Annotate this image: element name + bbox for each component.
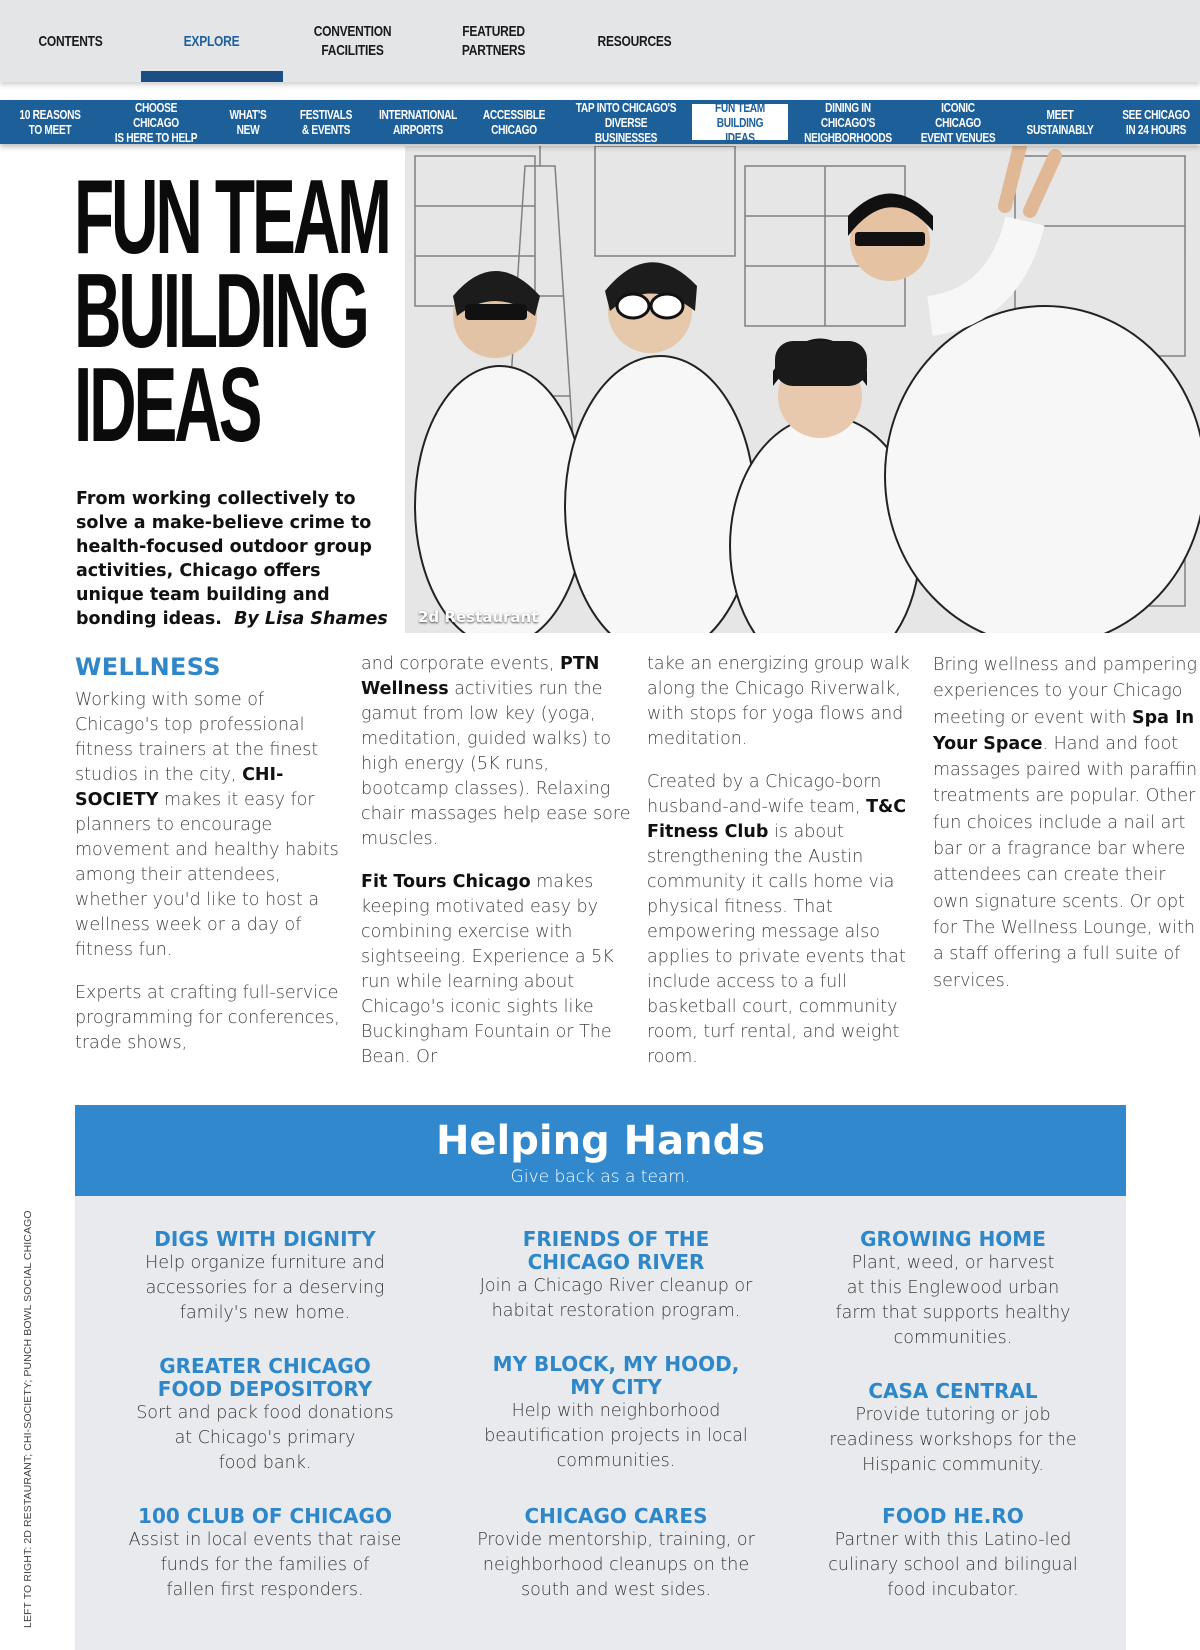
org-name: DIGS WITH DIGNITY	[154, 1227, 376, 1251]
helping-hands-item	[793, 1380, 1113, 1478]
business-name: Spa In Your Space	[933, 707, 1195, 754]
dek-text: From working collectively to solve a make-believe crime to health-focused outdoor group activities, Chicago offers unique team building and bonding ideas.	[76, 489, 372, 629]
org-name: CHICAGO CARES	[524, 1504, 708, 1528]
sub-nav	[0, 100, 1200, 144]
section-heading-wellness: WELLNESS	[75, 653, 221, 681]
helping-hands-item	[105, 1228, 425, 1326]
text-run: activities run the gamut from low key (yoga, meditation, guided walks) to high energy (5K runs, bootcamp classes). Relaxing chair massages help ease sore muscles.	[361, 679, 631, 849]
helping-hands-item	[793, 1228, 1113, 1351]
text-run: Working with some of Chicago's top professional fitness trainers at the finest studios in the city,	[75, 690, 319, 785]
text-run: makes it easy for planners to encourage movement and healthy habits among their attendees, whether you'd like to host a wellness week or a day of fitness fun.	[75, 790, 339, 960]
helping-hands-item	[456, 1228, 776, 1324]
helping-hands-header	[75, 1105, 1126, 1196]
org-name: 100 CLUB OF CHICAGO	[138, 1504, 392, 1528]
org-name: GROWING HOME	[860, 1227, 1046, 1251]
business-name: T&C Fitness Club	[647, 797, 907, 842]
org-description: Provide mentorship, training, or neighborhood cleanups on the south and west sides.	[477, 1530, 755, 1600]
top-nav-resources[interactable]: RESOURCES	[597, 32, 672, 50]
business-name: PTN Wellness	[361, 654, 600, 699]
org-description: Assist in local events that raise funds for the families of fallen first responders.	[128, 1530, 402, 1600]
text-run: Bring wellness and pampering experiences to your Chicago meeting or event with	[933, 655, 1198, 728]
org-name: FRIENDS OF THE CHICAGO RIVER	[522, 1227, 710, 1274]
helping-hands-item	[456, 1353, 776, 1474]
page-title	[74, 158, 389, 464]
article-dek	[76, 487, 388, 631]
body-column-1	[75, 652, 345, 1074]
text-run: makes keeping motivated easy by combining exercise with sightseeing. Experience a 5K run while learning about Chicago's iconic sights like Buckingham Fountain or The Bean. Or	[361, 872, 614, 1067]
org-description: Plant, weed, or harvest at this Englewood urban farm that supports healthy communities.	[835, 1253, 1071, 1348]
body-column-2	[361, 652, 631, 1088]
paragraph: take an energizing group walk along the Chicago Riverwalk, with stops for yoga flows and meditation.	[647, 654, 910, 749]
org-description: Join a Chicago River cleanup or habitat restoration program.	[479, 1276, 753, 1321]
sub-nav-international-airports[interactable]: INTERNATIONAL AIRPORTS	[379, 107, 457, 137]
title-line: IDEAS	[74, 346, 260, 464]
paragraph: Experts at crafting full-service programming for conferences, trade shows,	[75, 983, 340, 1053]
org-name: CASA CENTRAL	[868, 1379, 1038, 1403]
text-run: Created by a Chicago-born husband-and-wife team,	[647, 772, 882, 817]
photo-illustration	[405, 146, 1200, 633]
sub-nav-10-reasons[interactable]: 10 REASONS TO MEET	[19, 107, 81, 137]
paragraph	[75, 688, 345, 963]
sub-nav-accessible-chicago[interactable]: ACCESSIBLE CHICAGO	[482, 107, 546, 137]
title-line: FUN TEAM	[74, 158, 389, 276]
top-nav-contents[interactable]: CONTENTS	[38, 32, 103, 50]
org-name: FOOD HE.RO	[882, 1504, 1024, 1528]
helping-hands-box	[75, 1105, 1126, 1650]
org-name: MY BLOCK, MY HOOD, MY CITY	[492, 1352, 740, 1399]
sub-nav-whats-new[interactable]: WHAT'S NEW	[229, 107, 267, 137]
paragraph	[933, 652, 1200, 994]
sub-nav-fun-team-building[interactable]: FUN TEAM BUILDING IDEAS	[692, 104, 788, 140]
top-nav	[0, 0, 1200, 82]
paragraph	[361, 870, 631, 1070]
org-name: GREATER CHICAGO FOOD DEPOSITORY	[157, 1354, 373, 1401]
helping-hands-title: Helping Hands	[435, 1118, 766, 1164]
org-description: Help with neighborhood beautification projects in local communities.	[484, 1401, 748, 1471]
helping-hands-item	[456, 1505, 776, 1603]
org-description: Partner with this Latino-led culinary school and bilingual food incubator.	[828, 1530, 1078, 1600]
helping-hands-subtitle: Give back as a team.	[510, 1167, 691, 1187]
text-run: . Hand and foot massages paired with paraffin treatments are popular. Other fun choices include a nail art bar or a fragrance bar where attendees can create their own signature scents. Or opt for The Wellness Lounge, with a staff offering a full suite of services.	[933, 733, 1198, 991]
org-description: Help organize furniture and accessories for a deserving family's new home.	[145, 1253, 385, 1323]
helping-hands-item	[793, 1505, 1113, 1603]
body-column-3	[647, 652, 917, 1088]
sub-nav-choose-chicago[interactable]: CHOOSE CHICAGO IS HERE TO HELP	[114, 99, 198, 145]
sub-nav-festivals-events[interactable]: FESTIVALS & EVENTS	[299, 107, 353, 137]
sub-nav-iconic-venues[interactable]: ICONIC CHICAGO EVENT VENUES	[920, 99, 996, 145]
hero-photo	[405, 146, 1200, 633]
business-name: Fit Tours Chicago	[361, 872, 531, 892]
photo-caption: 2d Restaurant	[418, 608, 539, 626]
helping-hands-item	[105, 1355, 425, 1476]
paragraph	[647, 770, 917, 1070]
paragraph	[361, 652, 631, 852]
byline: By Lisa Shames	[234, 609, 388, 629]
text-run: is about strengthening the Austin community it calls home via physical fitness. That empowering message also applies to private events that include access to a full basketball court, community room, turf rental, and weight room.	[647, 822, 906, 1067]
business-name: CHI-SOCIETY	[75, 765, 284, 810]
org-description: Sort and pack food donations at Chicago's primary food bank.	[136, 1403, 394, 1473]
photo-credit: LEFT TO RIGHT: 2D RESTAURANT; CHI-SOCIETY; PUNCH BOWL SOCIAL CHICAGO	[22, 1210, 34, 1628]
sub-nav-dining-neighborhoods[interactable]: DINING IN CHICAGO'S NEIGHBORHOODS	[804, 99, 892, 145]
org-description: Provide tutoring or job readiness workshops for the Hispanic community.	[829, 1405, 1077, 1475]
sub-nav-meet-sustainably[interactable]: MEET SUSTAINABLY	[1026, 107, 1094, 137]
title-line: BUILDING	[74, 252, 367, 370]
top-nav-featured-partners[interactable]: FEATURED PARTNERS	[461, 23, 526, 59]
body-column-4	[933, 652, 1200, 1012]
sub-nav-diverse-businesses[interactable]: TAP INTO CHICAGO'S DIVERSE BUSINESSES	[575, 99, 677, 145]
sub-nav-see-chicago-24[interactable]: SEE CHICAGO IN 24 HOURS	[1122, 107, 1190, 137]
helping-hands-item	[105, 1505, 425, 1603]
text-run: and corporate events,	[361, 654, 561, 674]
top-nav-convention-facilities[interactable]: CONVENTION FACILITIES	[313, 23, 392, 59]
active-tab-indicator	[141, 71, 283, 82]
top-nav-explore[interactable]: EXPLORE	[183, 32, 240, 50]
